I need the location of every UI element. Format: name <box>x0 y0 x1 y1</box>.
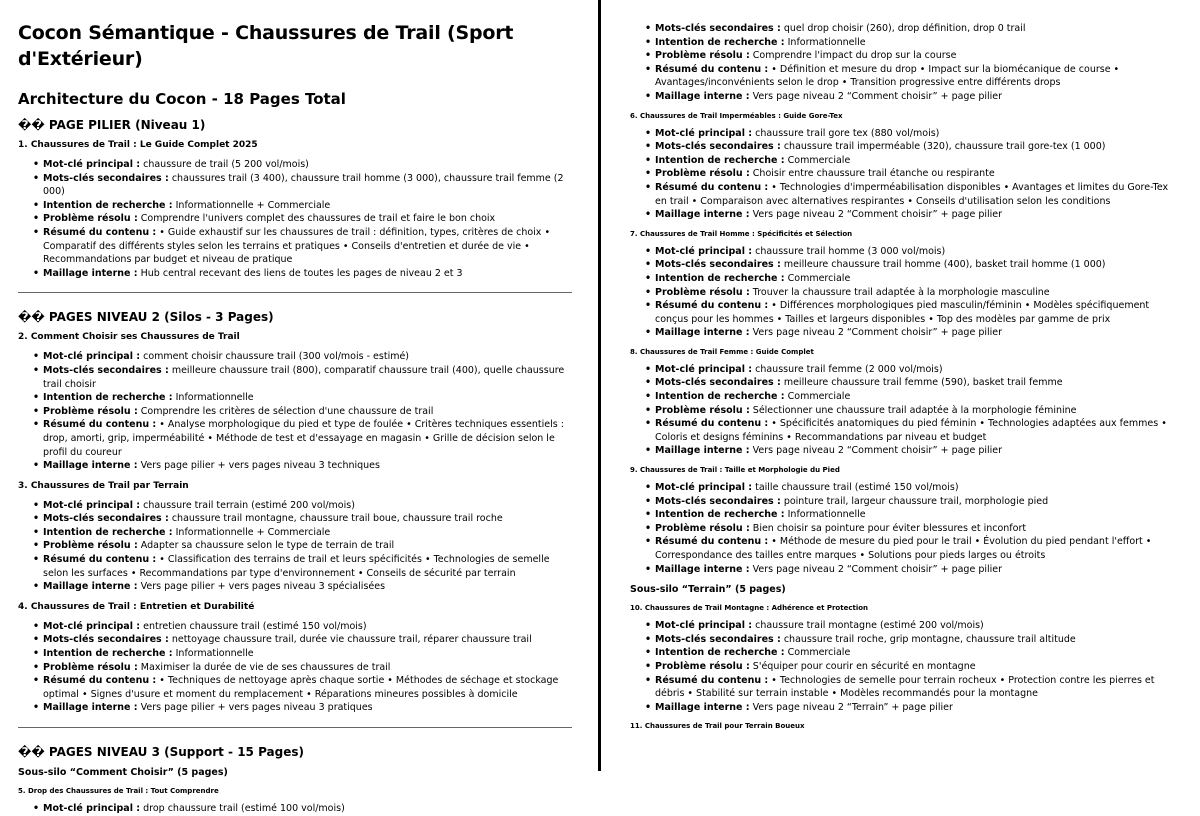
page-details <box>18 158 572 280</box>
section-pillar-heading: �� PAGE PILIER (Niveau 1) <box>18 118 206 132</box>
internal-linking: • Maillage interne : Vers page niveau 2 “Comment choisir” + page pilier <box>655 90 1180 104</box>
search-intent: • Intention de recherche : Commerciale <box>655 272 1180 286</box>
main-keyword: • Mot-clé principal : chaussure trail homme (3 000 vol/mois) <box>655 245 1180 259</box>
problem-solved: • Problème résolu : Comprendre l'univers complet des chaussures de trail et faire le bon choix <box>43 212 572 226</box>
content-summary: • Résumé du contenu : • Technologies d'imperméabilisation disponibles • Avantages et limites du Gore-Tex en trail • Comparaison avec alternatives respirantes • Conseils d'utilisation selon les conditions <box>655 181 1180 208</box>
main-keyword: • Mot-clé principal : comment choisir chaussure trail (300 vol/mois - estimé) <box>43 350 572 364</box>
page-details <box>18 350 572 472</box>
main-keyword: • Mot-clé principal : chaussure trail gore tex (880 vol/mois) <box>655 127 1180 141</box>
subsilo-heading: Sous-silo “Comment Choisir” (5 pages) <box>18 767 228 778</box>
secondary-keywords: • Mots-clés secondaires : pointure trail, largeur chaussure trail, morphologie pied <box>655 495 1180 509</box>
page-title: 8. Chaussures de Trail Femme : Guide Complet <box>630 347 814 356</box>
content-summary: • Résumé du contenu : • Spécificités anatomiques du pied féminin • Technologies adaptées aux femmes • Coloris et designs féminins • Recommandations par niveau et budget <box>655 417 1180 444</box>
search-intent: • Intention de recherche : Commerciale <box>655 646 1180 660</box>
right-column <box>605 0 1200 771</box>
page-details <box>18 499 572 594</box>
page-title: 6. Chaussures de Trail Imperméables : Guide Gore-Tex <box>630 111 843 120</box>
page-details <box>18 620 572 715</box>
content-summary: • Résumé du contenu : • Guide exhaustif sur les chaussures de trail : définition, types, critères de choix • Comparatif des différents styles selon les terrains et pratiques • Conseils d'entretien et durée de vie • Recommandations par budget et niveau de pratique <box>43 226 572 267</box>
page-details <box>630 127 1180 222</box>
page-details <box>630 245 1180 340</box>
secondary-keywords: • Mots-clés secondaires : meilleure chaussure trail femme (590), basket trail femme <box>655 376 1180 390</box>
search-intent: • Intention de recherche : Commerciale <box>655 390 1180 404</box>
problem-solved: • Problème résolu : Trouver la chaussure trail adaptée à la morphologie masculine <box>655 286 1180 300</box>
content-summary: • Résumé du contenu : • Différences morphologiques pied masculin/féminin • Modèles spécifiquement conçus pour les hommes • Tailles et largeurs disponibles • Top des modèles par gamme de prix <box>655 299 1180 326</box>
search-intent: • Intention de recherche : Informationnelle <box>43 391 572 405</box>
page-title: 4. Chaussures de Trail : Entretien et Durabilité <box>18 601 255 612</box>
secondary-keywords: • Mots-clés secondaires : quel drop choisir (260), drop définition, drop 0 trail <box>655 22 1180 36</box>
internal-linking: • Maillage interne : Vers page niveau 2 “Comment choisir” + page pilier <box>655 208 1180 222</box>
page-title: 5. Drop des Chaussures de Trail : Tout Comprendre <box>18 787 219 795</box>
problem-solved: • Problème résolu : Bien choisir sa pointure pour éviter blessures et inconfort <box>655 522 1180 536</box>
main-keyword: • Mot-clé principal : chaussure trail terrain (estimé 200 vol/mois) <box>43 499 572 513</box>
section-level3-heading: �� PAGES NIVEAU 3 (Support - 15 Pages) <box>18 745 304 759</box>
secondary-keywords: • Mots-clés secondaires : chaussure trail montagne, chaussure trail boue, chaussure trail roche <box>43 512 572 526</box>
internal-linking: • Maillage interne : Hub central recevant des liens de toutes les pages de niveau 2 et 3 <box>43 267 572 281</box>
content-summary: • Résumé du contenu : • Méthode de mesure du pied pour le trail • Évolution du pied pendant l'effort • Correspondance des tailles entre marques • Solutions pour pieds larges ou étroits <box>655 535 1180 562</box>
secondary-keywords: • Mots-clés secondaires : chaussure trail imperméable (320), chaussure trail gore-tex (1 000) <box>655 140 1180 154</box>
internal-linking: • Maillage interne : Vers page niveau 2 “Terrain” + page pilier <box>655 701 1180 715</box>
problem-solved: • Problème résolu : Comprendre les critères de sélection d'une chaussure de trail <box>43 405 572 419</box>
page-details <box>18 802 572 816</box>
section-divider <box>18 727 572 728</box>
page-title: 11. Chaussures de Trail pour Terrain Boueux <box>630 722 805 731</box>
page-title: 3. Chaussures de Trail par Terrain <box>18 480 189 491</box>
main-keyword: • Mot-clé principal : drop chaussure trail (estimé 100 vol/mois) <box>43 802 572 816</box>
document-title: Cocon Sémantique - Chaussures de Trail (Sport d'Extérieur) <box>18 22 514 70</box>
page-title: 2. Comment Choisir ses Chaussures de Trail <box>18 332 240 343</box>
internal-linking: • Maillage interne : Vers page pilier + vers pages niveau 3 spécialisées <box>43 580 572 594</box>
main-keyword: • Mot-clé principal : chaussure trail femme (2 000 vol/mois) <box>655 363 1180 377</box>
main-keyword: • Mot-clé principal : entretien chaussure trail (estimé 150 vol/mois) <box>43 620 572 634</box>
main-keyword: • Mot-clé principal : chaussure de trail (5 200 vol/mois) <box>43 158 572 172</box>
problem-solved: • Problème résolu : Comprendre l'impact du drop sur la course <box>655 49 1180 63</box>
secondary-keywords: • Mots-clés secondaires : chaussure trail roche, grip montagne, chaussure trail altitude <box>655 633 1180 647</box>
left-column <box>0 0 590 814</box>
problem-solved: • Problème résolu : Maximiser la durée de vie de ses chaussures de trail <box>43 661 572 675</box>
content-summary: • Résumé du contenu : • Classification des terrains de trail et leurs spécificités • Technologies de semelle selon les surfaces • Recommandations par type d'environnement • Conseils de sécurité par terrain <box>43 553 572 580</box>
page-details <box>630 363 1180 458</box>
content-summary: • Résumé du contenu : • Techniques de nettoyage après chaque sortie • Méthodes de séchage et stockage optimal • Signes d'usure et moment du remplacement • Réparations mineures possibles à domicile <box>43 674 572 701</box>
column-divider <box>598 0 601 771</box>
page-title: 1. Chaussures de Trail : Le Guide Complet 2025 <box>18 140 258 150</box>
page-details <box>630 481 1180 576</box>
section-divider <box>18 292 572 293</box>
content-summary: • Résumé du contenu : • Technologies de semelle pour terrain rocheux • Protection contre les pierres et débris • Stabilité sur terrain instable • Modèles recommandés pour la montagne <box>655 674 1180 701</box>
internal-linking: • Maillage interne : Vers page niveau 2 “Comment choisir” + page pilier <box>655 444 1180 458</box>
search-intent: • Intention de recherche : Commerciale <box>655 154 1180 168</box>
subsilo-heading: Sous-silo “Terrain” (5 pages) <box>630 584 786 596</box>
internal-linking: • Maillage interne : Vers page niveau 2 “Comment choisir” + page pilier <box>655 326 1180 340</box>
problem-solved: • Problème résolu : Adapter sa chaussure selon le type de terrain de trail <box>43 539 572 553</box>
internal-linking: • Maillage interne : Vers page pilier + vers pages niveau 3 pratiques <box>43 701 572 715</box>
secondary-keywords: • Mots-clés secondaires : chaussures trail (3 400), chaussure trail homme (3 000), chaussure trail femme (2 000) <box>43 172 572 199</box>
content-summary: • Résumé du contenu : • Analyse morphologique du pied et type de foulée • Critères techniques essentiels : drop, amorti, grip, imperméabilité • Méthode de test et d'essayage en magasin • Grille de décision selon le profil du coureur <box>43 418 572 459</box>
page-title: 7. Chaussures de Trail Homme : Spécificités et Sélection <box>630 229 853 238</box>
problem-solved: • Problème résolu : S'équiper pour courir en sécurité en montagne <box>655 660 1180 674</box>
problem-solved: • Problème résolu : Sélectionner une chaussure trail adaptée à la morphologie féminine <box>655 404 1180 418</box>
internal-linking: • Maillage interne : Vers page niveau 2 “Comment choisir” + page pilier <box>655 563 1180 577</box>
architecture-heading: Architecture du Cocon - 18 Pages Total <box>18 90 346 108</box>
content-summary: • Résumé du contenu : • Définition et mesure du drop • Impact sur la biomécanique de course • Avantages/inconvénients selon le drop • Transition progressive entre différents drops <box>655 63 1180 90</box>
secondary-keywords: • Mots-clés secondaires : meilleure chaussure trail homme (400), basket trail homme (1 000) <box>655 258 1180 272</box>
section-level2-heading: �� PAGES NIVEAU 2 (Silos - 3 Pages) <box>18 310 274 325</box>
search-intent: • Intention de recherche : Informationnelle <box>43 647 572 661</box>
main-keyword: • Mot-clé principal : chaussure trail montagne (estimé 200 vol/mois) <box>655 619 1180 633</box>
search-intent: • Intention de recherche : Informationnelle + Commerciale <box>43 526 572 540</box>
secondary-keywords: • Mots-clés secondaires : nettoyage chaussure trail, durée vie chaussure trail, réparer chaussure trail <box>43 633 572 647</box>
page-title: 9. Chaussures de Trail : Taille et Morphologie du Pied <box>630 466 840 475</box>
page-title: 10. Chaussures de Trail Montagne : Adhérence et Protection <box>630 604 869 613</box>
problem-solved: • Problème résolu : Choisir entre chaussure trail étanche ou respirante <box>655 167 1180 181</box>
search-intent: • Intention de recherche : Informationnelle + Commerciale <box>43 199 572 213</box>
search-intent: • Intention de recherche : Informationnelle <box>655 36 1180 50</box>
main-keyword: • Mot-clé principal : taille chaussure trail (estimé 150 vol/mois) <box>655 481 1180 495</box>
secondary-keywords: • Mots-clés secondaires : meilleure chaussure trail (800), comparatif chaussure trail (400), quelle chaussure trail choisir <box>43 364 572 391</box>
page-details <box>630 22 1180 104</box>
page-details <box>630 619 1180 714</box>
internal-linking: • Maillage interne : Vers page pilier + vers pages niveau 3 techniques <box>43 459 572 473</box>
search-intent: • Intention de recherche : Informationnelle <box>655 508 1180 522</box>
